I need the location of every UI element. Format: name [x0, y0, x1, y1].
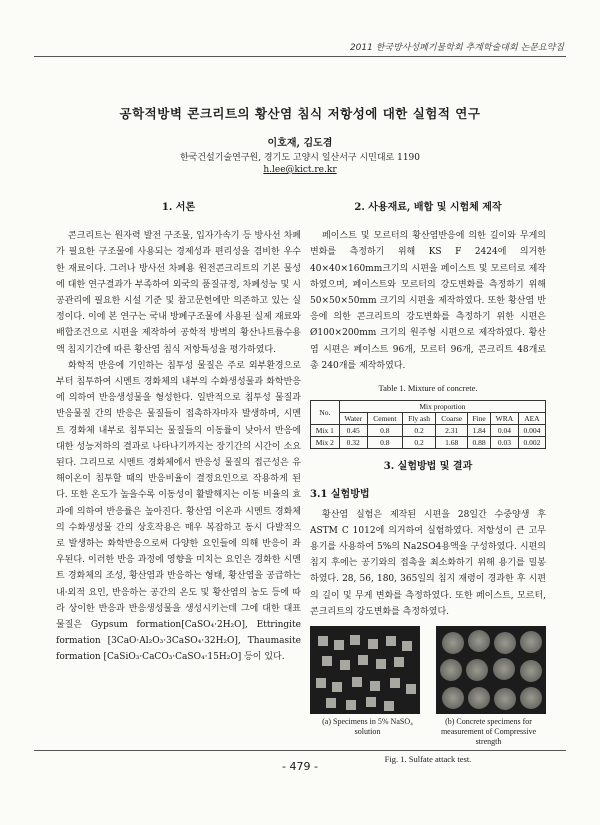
table-col-header: Water [339, 413, 367, 425]
subsection-heading: 3.1 실험방법 [310, 489, 370, 501]
table-row [311, 437, 546, 449]
table-cell: Mix 2 [311, 437, 340, 449]
table-cell: 0.45 [339, 425, 367, 437]
table-col-header: Fly ash [402, 413, 435, 425]
right-column [310, 200, 546, 767]
table-row [311, 425, 546, 437]
subcaption-a: (a) Specimens in 5% NaSO₄ solution [322, 717, 413, 737]
table-cell: 0.03 [490, 437, 518, 449]
table-cell: 0.8 [367, 437, 402, 449]
table-group-header: Mix proportion [339, 401, 545, 413]
specimens-photo [310, 626, 420, 714]
table-col-header: WRA [490, 413, 518, 425]
paper-title: 공학적방벽 콘크리트의 황산염 침식 저항성에 대한 실험적 연구 [119, 106, 481, 121]
materials-paragraph: 페이스트 및 모르터의 황산염반응에 의한 길이와 무게의 변화를 측정하기 위해 KS F 2424에 의거한 40×40×160mm크기의 시편을 페이스트 및 모르터로 제작하였으며, 페이스트와 모르터의 강도변화를 측정하기 위해 50×50×50mm 크기의 시편을 제작하였다. 또한 황산염 반응에 의한 콘크리트의 강도변화를 측정하기 위한 시편은 Ø100×200mm 크기의 원주형 시편으로 제작하였다. 황산염 시편은 페이스트 96개, 모르터 96개, 콘크리트 48개로 총 240개를 제작하였다. [310, 231, 546, 371]
method-paragraph: 황산염 실험은 제작된 시편을 28일간 수중양생 후 ASTM C 1012에 의거하여 실험하였다. 저항성이 큰 고무 용기를 사용하여 5%의 Na2SO4용액을 구성하였다. 시편의 침지 후에는 공기와의 접촉을 최소화하기 위해 용기를 밀봉하였다. 28, 56, 180, 365일의 침지 재령이 경과한 후 시편의 길이 및 무게 변화를 측정하였다. 또한 페이스트, 모르터, 콘크리트의 강도변화를 측정하였다. [310, 509, 546, 617]
email-link[interactable]: h.lee@kict.re.kr [263, 165, 337, 175]
table-col-header: AEA [518, 413, 545, 425]
footer-rule [34, 750, 566, 751]
table-col-header: Cement [367, 413, 402, 425]
section-2-heading: 2. 사용재료, 배합 및 시험체 제작 [354, 202, 502, 213]
table-cell: 0.32 [339, 437, 367, 449]
table-cell: 0.2 [402, 437, 435, 449]
table-cell: 0.8 [367, 425, 402, 437]
page-number: - 479 - [282, 760, 318, 773]
intro-paragraph-1: 콘크리트는 원자력 발전 구조물, 입자가속기 등 방사선 차폐가 필요한 구조물에 사용되는 경제성과 편리성을 겸비한 우수한 재료이다. 그러나 방사선 차폐용 원전콘크리트의 기본 물성에 대한 연구결과가 부족하여 외국의 품질규정, 차폐성능 및 시공관리에 필요한 시설 기준 및 참고문헌에만 의존하고 있는 실정이다. 이에 본 연구는 국내 방폐구조물에 사용된 실제 재료와 배합조건으로 시편을 제작하여 공학적 방벽의 황산나트륨수용액 침지기간에 따른 황산염 침식 저항특성을 평가하였다. [56, 231, 301, 355]
table-col-header: Coarse [436, 413, 468, 425]
left-column [56, 200, 301, 666]
intro-paragraph-2: 화학적 반응에 기인하는 침투성 물질은 주로 외부환경으로부터 침투하여 시멘트 경화체의 내부의 수화생성물과 화학반응에 의하여 반응생성물을 형성한다. 일반적으로 침투성 물질과 반응물질 간의 반응은 물질들이 접촉하자마자 발생하며, 시멘트 경화체 내부로 침투되는 물질들의 이동률이 낮아서 반응에 대한 성능저하의 결과로 나타나기까지는 장기간의 시간이 소요된다. 그리므로 시멘트 경화체에서 반응성 물질의 접근성은 유해이온이 침투할 때의 반응비율이 결정요인으로 작용하게 된다. 또한 온도가 높을수록 이동성이 활발해지는 이동 비율의 효과에 의하여 반응률은 높아진다. 황산염 이온과 시멘트 경화체의 수화생성물 간의 상호작용은 매우 복잡하고 동시 다발적으로 발생하는 화학반응으로써 다양한 요인들에 의해 반응이 좌우된다. 이러한 반응 과정에 영향을 미치는 요인은 경화한 시멘트 경화체의 조성, 황산염과 반응하는 형태, 황산염을 공급하는 내·외적 요인, 반응하는 공간의 온도 및 황산염의 농도 등에 따라 상이한 반응과 반응생성물을 생성시키는데 그에 대한 대표 물질은 Gypsum formation[CaSO₄·2H₂O], Ettringite formation [3CaO·Al₂O₃·3CaSO₄·32H₂O], Thaumasite formation [CaSiO₃·CaCO₃·CaSO₄·15H₂O] 등이 있다. [56, 360, 301, 663]
figure [310, 626, 546, 714]
affiliation: 한국건설기술연구원, 경기도 고양시 일산서구 시민대로 1190 [179, 153, 421, 163]
table-cell: 0.004 [518, 425, 545, 437]
table-col-header: Fine [468, 413, 491, 425]
table-cell: 0.88 [468, 437, 491, 449]
figure-subcaptions [310, 717, 546, 747]
header-rule [34, 56, 566, 57]
running-header: 2011 한국방사성폐기물학회 추계학술대회 논문요약집 [349, 43, 564, 53]
table-cell: 1.84 [468, 425, 491, 437]
mixture-table [310, 400, 546, 449]
section-3-heading: 3. 실험방법 및 결과 [383, 461, 473, 473]
table-no-header: No. [311, 401, 340, 425]
table-cell: 1.68 [436, 437, 468, 449]
table-caption: Table 1. Mixture of concrete. [378, 383, 478, 394]
table-cell: 0.04 [490, 425, 518, 437]
table-cell: Mix 1 [311, 425, 340, 437]
authors: 이호재, 김도겸 [267, 138, 333, 149]
concrete-specimens-photo [436, 626, 546, 714]
table-cell: 0.002 [518, 437, 545, 449]
subcaption-b: (b) Concrete specimens for measurement of Compressive strength [440, 717, 537, 747]
figure-caption: Fig. 1. Sulfate attack test. [384, 754, 472, 765]
table-cell: 2.31 [436, 425, 468, 437]
section-1-heading: 1. 서론 [161, 202, 196, 213]
table-cell: 0.2 [402, 425, 435, 437]
